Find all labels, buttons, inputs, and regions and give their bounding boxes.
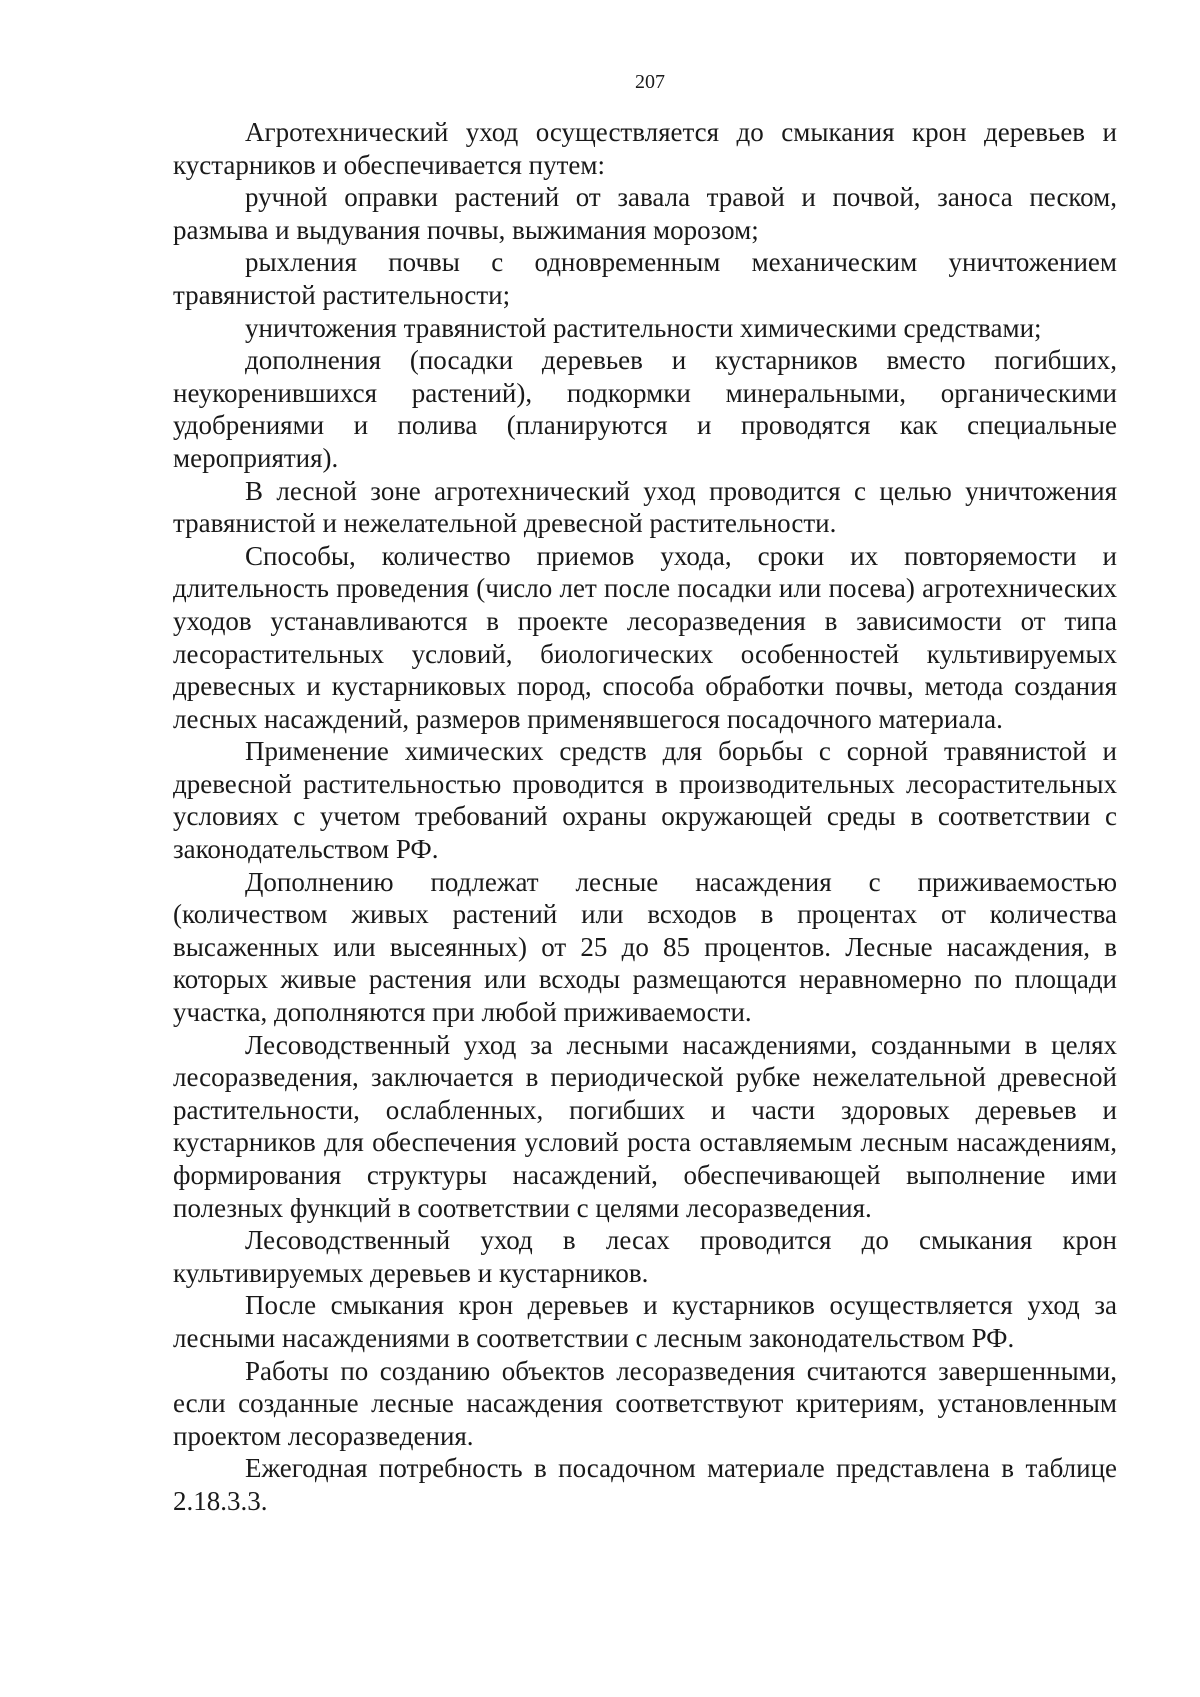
page-number: 207 xyxy=(635,71,665,93)
paragraph-after-closure: После смыкания крон деревьев и кустарников осуществляется уход за лесными насаждениями в соответствии с лесным законодательством РФ. xyxy=(173,1290,1117,1353)
paragraph-chemical-weeding: уничтожения травянистой растительности химическими средствами; xyxy=(245,312,1042,343)
paragraph-agrotech-intro: Агротехнический уход осуществляется до смыкания крон деревьев и кустарников и обеспечивается путем: xyxy=(173,117,1117,180)
paragraph-care-duration: Лесоводственный уход в лесах проводится до смыкания крон культивируемых деревьев и кустарников. xyxy=(173,1225,1117,1288)
paragraph-chemical-use: Применение химических средств для борьбы с сорной травянистой и древесной растительностью проводится в производительных лесорастительных условиях с учетом требований охраны окружающей среды в соответствии с законодательством РФ. xyxy=(173,736,1117,865)
paragraph-silvicultural-care: Лесоводственный уход за лесными насаждениями, созданными в целях лесоразведения, заключается в периодической рубке нежелательной древесной растительности, ослабленных, погибших и части здоровых деревьев и кустарников для обеспечения условий роста оставляемым лесным насаждениям, формирования структуры насаждений, обеспечивающей выполнение ими полезных функций в соответствии с целями лесоразведения. xyxy=(173,1029,1117,1223)
paragraph-loosening: рыхления почвы с одновременным механическим уничтожением травянистой растительности; xyxy=(173,247,1117,310)
paragraph-forest-zone: В лесной зоне агротехнический уход проводится с целью уничтожения травянистой и нежелательной древесной растительности. xyxy=(173,475,1117,539)
paragraph-annual-need: Ежегодная потребность в посадочном материале представлена в таблице 2.18.3.3. xyxy=(173,1453,1117,1516)
paragraph-completion: Работы по созданию объектов лесоразведения считаются завершенными, если созданные лесные насаждения соответствуют критериям, установленным проектом лесоразведения. xyxy=(173,1355,1117,1451)
paragraph-manual-dressing: ручной оправки растений от завала травой и почвой, заноса песком, размыва и выдувания почвы, выжимания морозом; xyxy=(173,182,1117,245)
paragraph-replanting: дополнения (посадки деревьев и кустарников вместо погибших, неукоренившихся растений), подкормки минеральными, органическими удобрениями и полива (планируются и проводятся как специальные мероприятия). xyxy=(173,345,1117,473)
paragraph-methods: Способы, количество приемов ухода, сроки их повторяемости и длительность проведения (число лет после посадки или посева) агротехнических уходов устанавливаются в проекте лесоразведения в зависимости от типа лесорастительных условий, биологических особенностей культивируемых древесных и кустарниковых пород, способа обработки почвы, метода создания лесных насаждений, размеров применявшегося посадочного материала. xyxy=(173,540,1117,734)
paragraph-supplementing: Дополнению подлежат лесные насаждения с приживаемостью (количеством живых растений или всходов в процентах от количества высаженных или высеянных) от 25 до 85 процентов. Лесные насаждения, в которых живые растения или всходы размещаются неравномерно по площади участка, дополняются при любой приживаемости. xyxy=(173,866,1117,1028)
document-page xyxy=(173,70,1117,1518)
